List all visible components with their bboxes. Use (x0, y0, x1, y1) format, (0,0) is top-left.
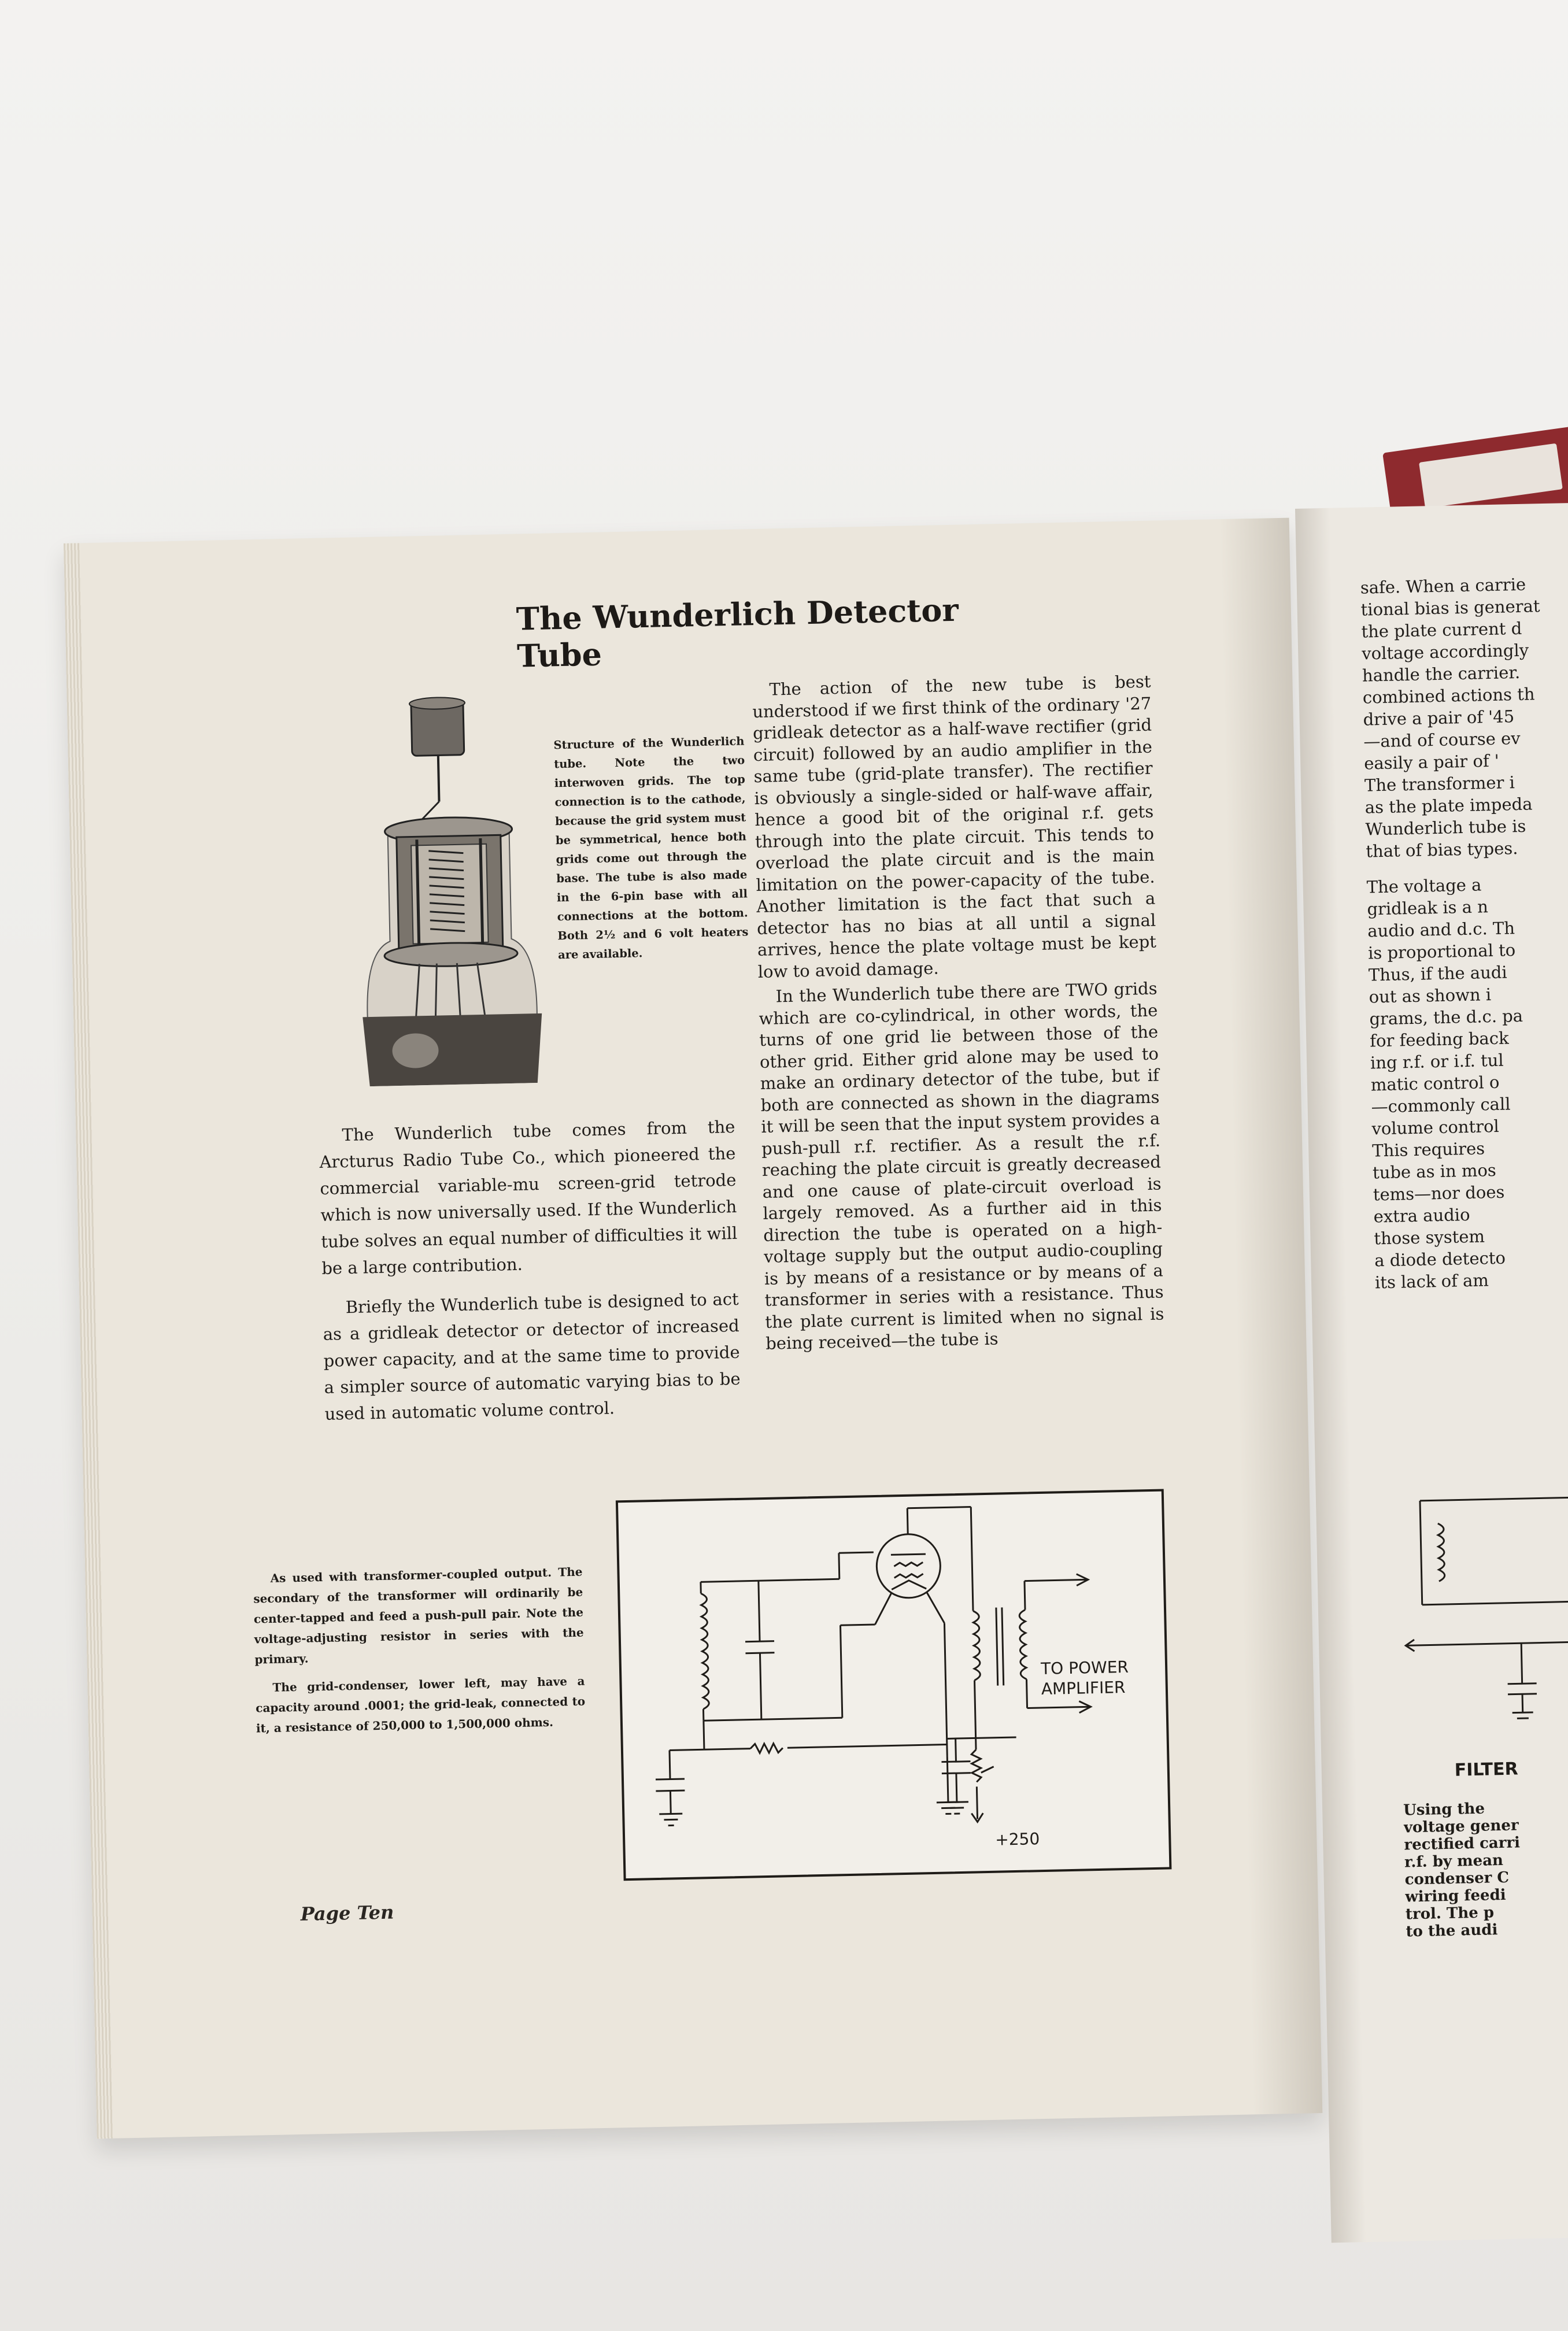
text-line: tional bias is generat (1360, 596, 1540, 620)
right-page (1295, 502, 1568, 2243)
text-line: Thus, if the audi (1368, 962, 1507, 985)
paragraph: In the Wunderlich tube there are TWO grids which are co-cylindrical, in other words, the turns of one grid lie between those of the other grid. Either grid alone may be used to make an ordinary detector of the tube, but if both are connected as shown in the diagrams it will be seen that the input system provides a push-pull r.f. rectifier. As a result the r.f. reaching the plate circuit is greatly decreased and one cause of plate-circuit overload is largely removed. As a further aid in this direction the tube is operated on a high-voltage supply but the output audio-coupling is by means of a resistance or by means of a transformer in series with a resistance. Thus the plate current is limited when no signal is being received—the tube is (759, 978, 1164, 1353)
right-page-schematic (1385, 1474, 1568, 1767)
right-page-caption (1403, 1797, 1568, 1941)
text-line: tube as in mos (1372, 1160, 1497, 1183)
caption-paragraph: The grid-condenser, lower left, may have a capacity around .0001; the grid-leak, connected to it, a resistance of 250,000 to 1,500,000 ohms. (256, 1674, 586, 1736)
text-line: its lack of am (1374, 1270, 1489, 1293)
caption-line: condenser C (1404, 1868, 1510, 1889)
caption-line: r.f. by mean (1404, 1851, 1504, 1871)
caption-line: to the audi (1406, 1921, 1498, 1941)
caption-line: rectified carri (1404, 1834, 1521, 1854)
text-line: This requires (1371, 1138, 1485, 1161)
article-column-left (319, 1113, 741, 1440)
text-line: The transformer i (1364, 772, 1515, 796)
caption-paragraph: As used with transformer-coupled output. The secondary of the transformer will ordinarily be center-tapped and feed a push-pull pair. Note the voltage-adjusting resistor in series with the primary. (253, 1564, 584, 1667)
text-line: a diode detecto (1374, 1248, 1506, 1271)
circuit-caption (253, 1562, 586, 1747)
page-number: Page Ten (300, 1901, 394, 1925)
filter-label: FILTER (1454, 1759, 1518, 1781)
left-page (64, 518, 1322, 2139)
supply-label: +250 (994, 1829, 1040, 1849)
text-line: as the plate impeda (1364, 794, 1533, 817)
text-line: grams, the d.c. pa (1369, 1005, 1523, 1029)
text-line: easily a pair of ' (1363, 750, 1500, 774)
label-line: AMPLIFIER (1041, 1677, 1126, 1699)
tube-illustration (350, 690, 549, 1087)
text-line: voltage accordingly (1361, 640, 1529, 664)
text-line: tems—nor does (1373, 1182, 1505, 1205)
text-line: matic control o (1370, 1072, 1500, 1095)
text-line: gridleak is a n (1367, 897, 1489, 919)
text-line: the plate current d (1361, 618, 1522, 642)
paragraph: Briefly the Wunderlich tube is designed to act as a gridleak detector or detector of increased power capacity, and at the same time to provide a simpler source of automatic varying bias to be used in automatic volume control. (323, 1289, 741, 1424)
caption-line: wiring feedi (1405, 1886, 1506, 1906)
text-line: volume control (1371, 1116, 1500, 1139)
text-line: Wunderlich tube is (1365, 816, 1526, 839)
text-line: —and of course ev (1363, 728, 1521, 752)
text-line: safe. When a carrie (1360, 574, 1526, 598)
output-label (1041, 1657, 1129, 1699)
text-line: ing r.f. or i.f. tul (1370, 1050, 1504, 1073)
text-line: combined actions th (1362, 684, 1535, 708)
text-line: The voltage a (1366, 875, 1482, 897)
text-line: out as shown i (1369, 985, 1492, 1007)
article-title: The Wunderlich Detector Tube (516, 591, 959, 675)
text-line: those system (1374, 1226, 1485, 1249)
text-line: drive a pair of '45 (1363, 706, 1515, 730)
text-line: handle the carrier. (1362, 662, 1521, 686)
text-line: is proportional to (1367, 940, 1516, 963)
right-page-text (1360, 572, 1568, 1293)
text-line: —commonly call (1371, 1094, 1511, 1117)
caption-line: voltage gener (1403, 1816, 1519, 1837)
caption-line: Using the (1403, 1800, 1485, 1819)
cover-label (1419, 443, 1563, 509)
circuit-diagram (616, 1489, 1172, 1881)
tube-caption: Structure of the Wunderlich tube. Note the two interwoven grids. The top connection is to the cathode, because the grid system must be symmetrical, hence both grids come out through the base. The tube is also made in the 6-pin base with all connections at the bottom. Both 2½ and 6 volt heaters are available. (553, 734, 749, 962)
paragraph: The action of the new tube is best understood if we first think of the ordinary '27 gridleak detector as a half-wave rectifier (grid circuit) followed by an audio amplifier in the same tube (grid-plate transfer). The rectifier is obviously a single-sided or half-wave affair, hence a good bit of the original r.f. gets through into the plate circuit. This tends to overload the plate circuit and is the main limitation on the power-capacity of the tube. Another limitation is the fact that such a detector has no bias at all until a signal arrives, hence the plate voltage must be kept low to avoid damage. (752, 671, 1157, 982)
text-line: audio and d.c. Th (1367, 918, 1515, 941)
article-column-right (752, 671, 1164, 1359)
paragraph: The Wunderlich tube comes from the Arcturus Radio Tube Co., which pioneered the commercial variable-mu screen-grid tetrode which is now universally used. If the Wunderlich tube solves an equal number of difficulties it will be a large contribution. (319, 1116, 738, 1278)
text-line: that of bias types. (1366, 838, 1518, 861)
label-line: TO POWER (1040, 1657, 1129, 1679)
text-line: extra audio (1373, 1204, 1470, 1227)
text-line: for feeding back (1369, 1028, 1509, 1051)
caption-line: trol. The p (1405, 1904, 1495, 1923)
